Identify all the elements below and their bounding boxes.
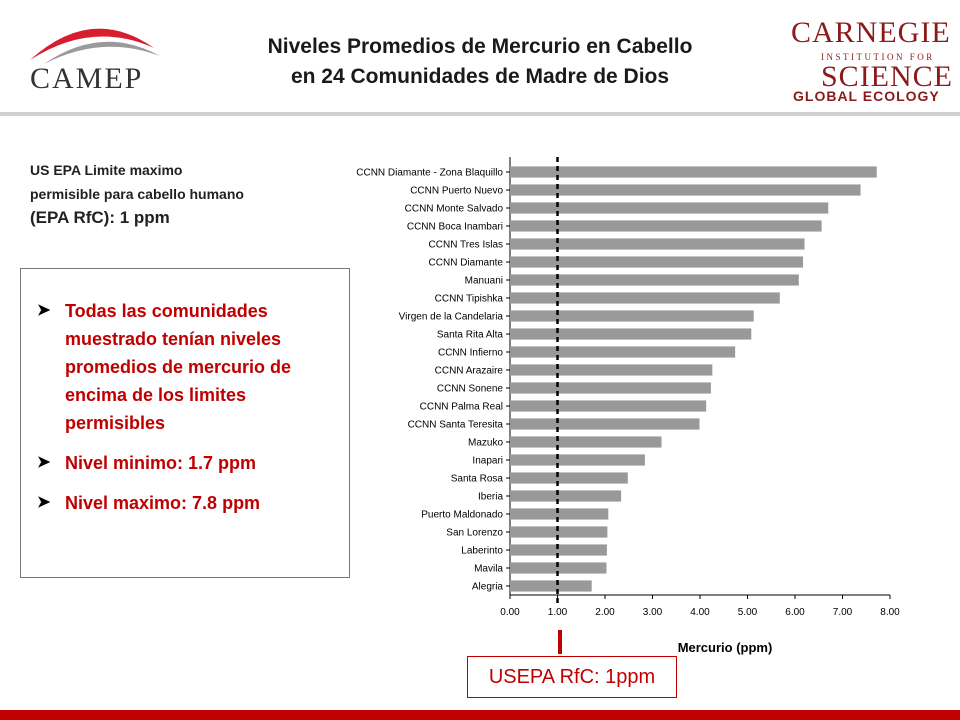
epa-note-line-3: (EPA RfC): 1 ppm (30, 208, 170, 227)
x-tick-label: 7.00 (832, 607, 853, 618)
category-label: Iberia (477, 491, 503, 503)
bar-8 (510, 292, 780, 303)
epa-limit-note (30, 158, 330, 230)
title-line-2: en 24 Comunidades de Madre de Dios (290, 65, 670, 88)
category-label: CCNN Santa Teresita (407, 419, 503, 431)
category-label: Virgen de la Candelaria (398, 311, 503, 323)
category-label: CCNN Diamante - Zona Blaquillo (356, 167, 503, 179)
camep-logo-text: CAMEP (30, 62, 144, 95)
bullet-text: Todas las comunidades muestrado tenían niveles promedios de mercurio de encima de los limites permisibles (65, 301, 292, 433)
x-tick-label: 0.00 (500, 607, 520, 618)
bar-18 (510, 472, 628, 483)
category-label: CCNN Boca Inambari (406, 221, 503, 233)
bar-20 (510, 508, 608, 519)
bar-10 (510, 328, 751, 339)
arrow-bullet-icon: ➤ (37, 494, 51, 511)
category-label: CCNN Tipishka (434, 293, 503, 305)
x-axis-title: Mercurio (ppm) (677, 640, 773, 655)
x-tick-label: 8.00 (880, 607, 900, 618)
category-label: CCNN Tres Islas (428, 239, 503, 251)
category-label: CCNN Palma Real (419, 401, 503, 413)
mercury-bar-chart (340, 150, 920, 660)
category-label: CCNN Diamante (428, 257, 503, 269)
arrow-bullet-icon: ➤ (37, 302, 51, 319)
category-label: Santa Rosa (450, 473, 503, 485)
x-tick-label: 5.00 (737, 607, 758, 618)
x-tick-label: 3.00 (642, 607, 663, 618)
category-label: CCNN Infierno (437, 347, 503, 359)
category-label: Manuani (464, 275, 503, 287)
epa-note-line-2: permisible para cabello humano (30, 186, 244, 202)
page-title (210, 32, 750, 92)
bar-12 (510, 364, 712, 375)
bar-6 (510, 256, 803, 267)
bar-19 (510, 490, 621, 501)
bar-24 (510, 580, 592, 591)
bullet-item (37, 449, 335, 477)
bottom-accent-bar (0, 710, 960, 720)
summary-box (20, 268, 350, 578)
category-label: Laberinto (461, 545, 503, 557)
bullet-text: Nivel minimo: 1.7 ppm (65, 453, 257, 473)
title-line-1: Niveles Promedios de Mercurio en Cabello (267, 35, 693, 58)
bar-1 (510, 166, 877, 177)
bar-2 (510, 184, 861, 195)
arrow-bullet-icon: ➤ (37, 454, 51, 471)
x-tick-label: 1.00 (547, 607, 568, 618)
category-label: CCNN Sonene (436, 383, 503, 395)
category-label: Mavila (474, 563, 503, 575)
bar-5 (510, 238, 805, 249)
carnegie-logo-line-1: CARNEGIE (791, 16, 951, 49)
category-label: Alegria (471, 581, 503, 593)
epa-note-line-1: US EPA Limite maximo (30, 162, 183, 178)
carnegie-logo (785, 14, 954, 106)
x-tick-label: 6.00 (785, 607, 805, 618)
bar-14 (510, 400, 706, 411)
bar-7 (510, 274, 799, 285)
bar-16 (510, 436, 662, 447)
carnegie-logo-line-2: INSTITUTION FOR (821, 52, 935, 62)
category-label: CCNN Puerto Nuevo (410, 185, 503, 197)
bar-11 (510, 346, 735, 357)
rfc-label: USEPA RfC: 1ppm (467, 656, 677, 698)
bullet-text: Nivel maximo: 7.8 ppm (65, 493, 261, 513)
bar-13 (510, 382, 711, 393)
header-divider (0, 112, 960, 116)
rfc-marker (558, 630, 562, 654)
category-label: Santa Rita Alta (436, 329, 503, 341)
bar-17 (510, 454, 645, 465)
category-label: Puerto Maldonado (421, 509, 503, 521)
bullet-item (37, 489, 335, 517)
x-tick-label: 4.00 (690, 607, 710, 618)
category-label: San Lorenzo (446, 527, 503, 539)
category-label: CCNN Arazaire (434, 365, 503, 377)
x-tick-label: 2.00 (595, 607, 615, 618)
bullet-item (37, 297, 335, 437)
category-label: Inapari (472, 455, 503, 467)
bar-15 (510, 418, 700, 429)
category-label: CCNN Monte Salvado (404, 203, 503, 215)
bar-9 (510, 310, 754, 321)
carnegie-logo-line-3: SCIENCE (821, 60, 954, 93)
category-label: Mazuko (467, 437, 503, 449)
carnegie-logo-line-4: GLOBAL ECOLOGY (793, 88, 940, 104)
